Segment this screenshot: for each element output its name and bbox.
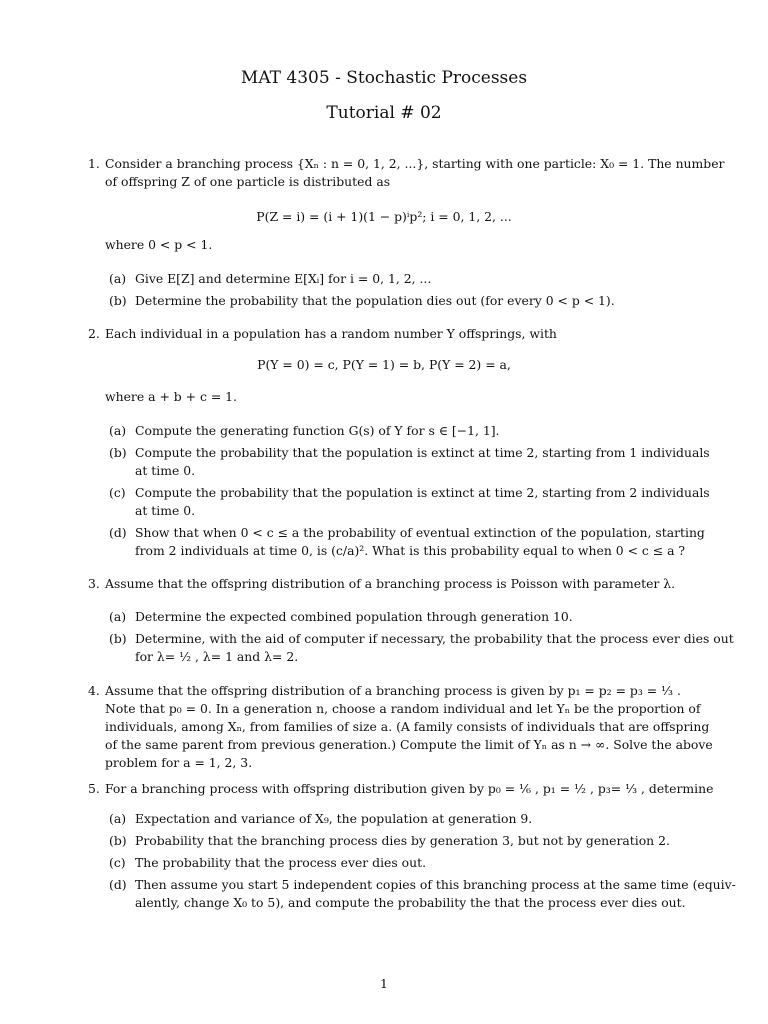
problem-2b-text-2: at time 0. — [135, 463, 196, 478]
problem-2c-text-2: at time 0. — [135, 503, 196, 518]
problem-5d-label: (d) — [109, 877, 127, 892]
problem-4-line-5: problem for a = 1, 2, 3. — [105, 755, 253, 770]
problem-5-line-1: For a branching process with offspring distribution given by p₀ = ⅙ , p₁ = ½ , p₃= ⅓ , determine — [105, 781, 714, 796]
problem-3b-text-2: for λ= ½ , λ= 1 and λ= 2. — [135, 649, 299, 664]
problem-2-number: 2. — [88, 326, 100, 341]
problem-2a-text: Compute the generating function G(s) of Y for s ∈ [−1, 1]. — [135, 423, 500, 438]
problem-3b-text-1: Determine, with the aid of computer if necessary, the probability that the process ever dies out — [135, 631, 734, 646]
problem-1b-label: (b) — [109, 293, 127, 308]
problem-1-line-2: of offspring Z of one particle is distributed as — [105, 174, 391, 189]
problem-1-after: where 0 < p < 1. — [105, 237, 213, 252]
problem-1a-label: (a) — [109, 271, 127, 286]
problem-2b-text-1: Compute the probability that the population is extinct at time 2, starting from 1 individuals — [135, 445, 710, 460]
problem-2a-label: (a) — [109, 423, 127, 438]
problem-3-number: 3. — [88, 576, 100, 591]
problem-1b-text: Determine the probability that the population dies out (for every 0 < p < 1). — [135, 293, 615, 308]
problem-2c-label: (c) — [109, 485, 126, 500]
problem-2-after: where a + b + c = 1. — [105, 389, 237, 404]
problem-4-line-2: Note that p₀ = 0. In a generation n, choose a random individual and let Yₙ be the proportion of — [105, 701, 701, 716]
page-number: 1 — [380, 976, 388, 991]
tutorial-subtitle: Tutorial # 02 — [326, 103, 442, 123]
problem-5d-text-2: alently, change X₀ to 5), and compute the probability the that the process ever dies out. — [135, 895, 686, 910]
problem-5a-label: (a) — [109, 811, 127, 826]
problem-3-line-1: Assume that the offspring distribution of a branching process is Poisson with parameter λ. — [105, 576, 676, 591]
problem-1-equation: P(Z = i) = (i + 1)(1 − p)ⁱp²; i = 0, 1, 2, ... — [256, 209, 512, 224]
problem-5c-text: The probability that the process ever dies out. — [135, 855, 427, 870]
problem-5c-label: (c) — [109, 855, 126, 870]
problem-3a-label: (a) — [109, 609, 127, 624]
document-title: MAT 4305 - Stochastic Processes — [240, 68, 528, 88]
problem-2-equation: P(Y = 0) = c, P(Y = 1) = b, P(Y = 2) = a, — [257, 357, 511, 372]
problem-1a-text: Give E[Z] and determine E[Xᵢ] for i = 0, 1, 2, ... — [135, 271, 432, 286]
problem-5d-text-1: Then assume you start 5 independent copies of this branching process at the same time (equiv- — [135, 877, 736, 892]
problem-4-line-3: individuals, among Xₙ, from families of size a. (A family consists of individuals that are offspring — [105, 719, 710, 734]
problem-1-number: 1. — [88, 156, 100, 171]
problem-3b-label: (b) — [109, 631, 127, 646]
problem-2d-text-2: from 2 individuals at time 0, is (c/a)². What is this probability equal to when 0 < c ≤ a ? — [135, 543, 686, 558]
problem-1-line-1: Consider a branching process {Xₙ : n = 0, 1, 2, ...}, starting with one particle: X₀ = 1. The number — [105, 156, 725, 171]
problem-2d-text-1: Show that when 0 < c ≤ a the probability of eventual extinction of the population, starting — [135, 525, 705, 540]
problem-5a-text: Expectation and variance of X₉, the population at generation 9. — [135, 811, 533, 826]
problem-4-number: 4. — [88, 683, 100, 698]
problem-4-line-1: Assume that the offspring distribution of a branching process is given by p₁ = p₂ = p₃ = ⅓ . — [105, 683, 681, 698]
problem-3a-text: Determine the expected combined population through generation 10. — [135, 609, 573, 624]
problem-4-line-4: of the same parent from previous generation.) Compute the limit of Yₙ as n → ∞. Solve the above — [105, 737, 713, 752]
problem-5-number: 5. — [88, 781, 100, 796]
problem-2d-label: (d) — [109, 525, 127, 540]
problem-5b-text: Probability that the branching process dies by generation 3, but not by generation 2. — [135, 833, 670, 848]
problem-5b-label: (b) — [109, 833, 127, 848]
problem-2c-text-1: Compute the probability that the population is extinct at time 2, starting from 2 individuals — [135, 485, 710, 500]
problem-2-line-1: Each individual in a population has a random number Y offsprings, with — [105, 326, 557, 341]
problem-2b-label: (b) — [109, 445, 127, 460]
